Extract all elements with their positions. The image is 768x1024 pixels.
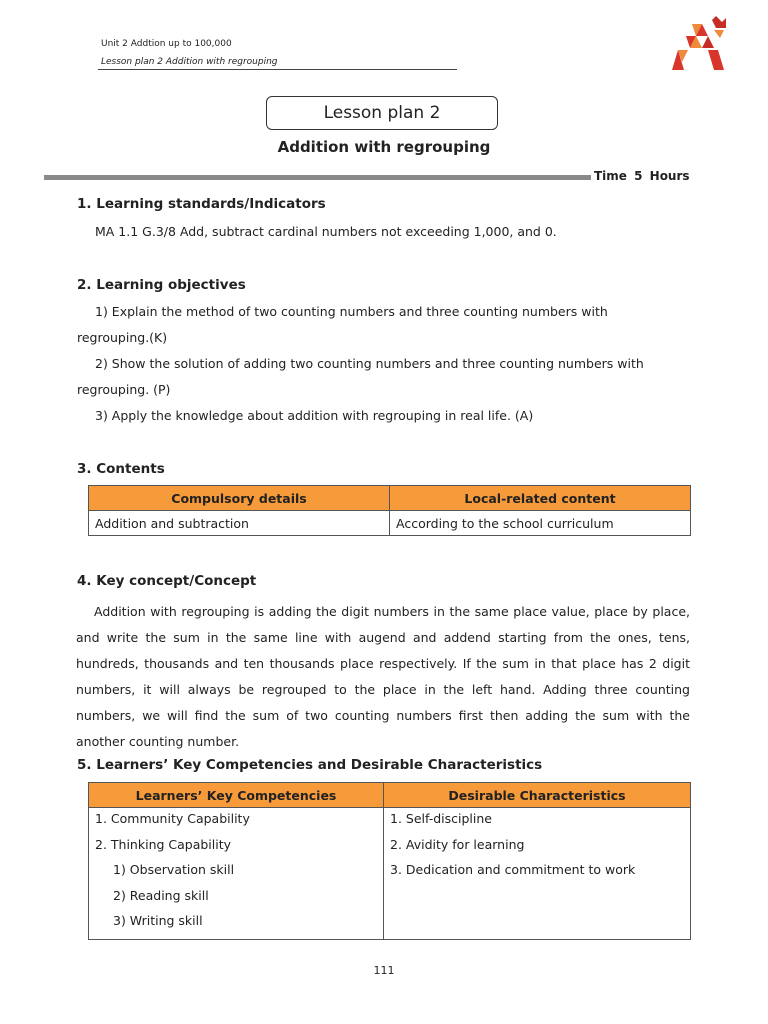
- objective-2-line-2: regrouping. (P): [77, 382, 171, 397]
- contents-cell-local: According to the school curriculum: [390, 511, 691, 536]
- competency-subitem: 2) Reading skill: [113, 887, 209, 903]
- page-number: 111: [373, 964, 395, 977]
- publisher-logo-icon: [668, 16, 726, 70]
- characteristic-item: 1. Self-discipline: [390, 811, 492, 826]
- contents-header-local: Local-related content: [390, 486, 691, 511]
- competencies-table: [88, 782, 691, 940]
- competency-item: 1. Community Capability: [95, 811, 250, 826]
- section-2-heading: 2. Learning objectives: [77, 277, 246, 293]
- objective-1-line-2: regrouping.(K): [77, 330, 168, 345]
- time-label: Time 5 Hours: [594, 169, 690, 183]
- header-rule: [98, 69, 457, 70]
- contents-header-compulsory: Compulsory details: [89, 486, 390, 511]
- section-5-heading: 5. Learners’ Key Competencies and Desirable Characteristics: [77, 757, 543, 773]
- contents-cell-compulsory: Addition and subtraction: [89, 511, 390, 536]
- objective-2-line-1: 2) Show the solution of adding two counting numbers and three counting numbers with: [95, 356, 644, 371]
- competency-item: 2. Thinking Capability: [95, 836, 232, 852]
- characteristics-header: Desirable Characteristics: [384, 783, 691, 808]
- key-concept-paragraph: Addition with regrouping is adding the digit numbers in the same place value, place by place, and write the sum in the same line with augend and addend starting from the ones, tens, hundreds, thousands and ten thousands place respectively. If the sum in that place has 2 digit numbers, it will always be regrouped to the place in the left hand. Adding three counting numbers, we will find the sum of two counting numbers first then adding the sum with the another counting number.: [76, 604, 690, 749]
- lesson-title-box: [266, 96, 498, 130]
- header-unit: Unit 2 Addtion up to 100,000: [101, 39, 232, 49]
- characteristics-cell: [384, 808, 691, 940]
- header-lesson: Lesson plan 2 Addition with regrouping: [101, 57, 278, 67]
- competency-subitem: 1) Observation skill: [113, 862, 235, 877]
- competency-subitem: 3) Writing skill: [113, 913, 203, 928]
- section-1-heading: 1. Learning standards/Indicators: [77, 196, 326, 212]
- characteristic-item: 3. Dedication and commitment to work: [390, 862, 636, 877]
- competencies-header: Learners’ Key Competencies: [89, 783, 384, 808]
- characteristic-item: 2. Avidity for learning: [390, 836, 525, 852]
- lesson-title: Lesson plan 2: [323, 103, 441, 123]
- competencies-cell: [89, 808, 384, 940]
- objective-1-line-1: 1) Explain the method of two counting numbers and three counting numbers with: [95, 304, 608, 319]
- section-4-heading: 4. Key concept/Concept: [77, 573, 257, 589]
- section-1-text: MA 1.1 G.3/8 Add, subtract cardinal numbers not exceeding 1,000, and 0.: [95, 224, 557, 239]
- time-divider-bar: [44, 175, 591, 180]
- contents-table: [88, 485, 691, 536]
- section-3-heading: 3. Contents: [77, 461, 165, 477]
- objective-3: 3) Apply the knowledge about addition with regrouping in real life. (A): [95, 408, 534, 423]
- lesson-subtitle: Addition with regrouping: [277, 138, 491, 156]
